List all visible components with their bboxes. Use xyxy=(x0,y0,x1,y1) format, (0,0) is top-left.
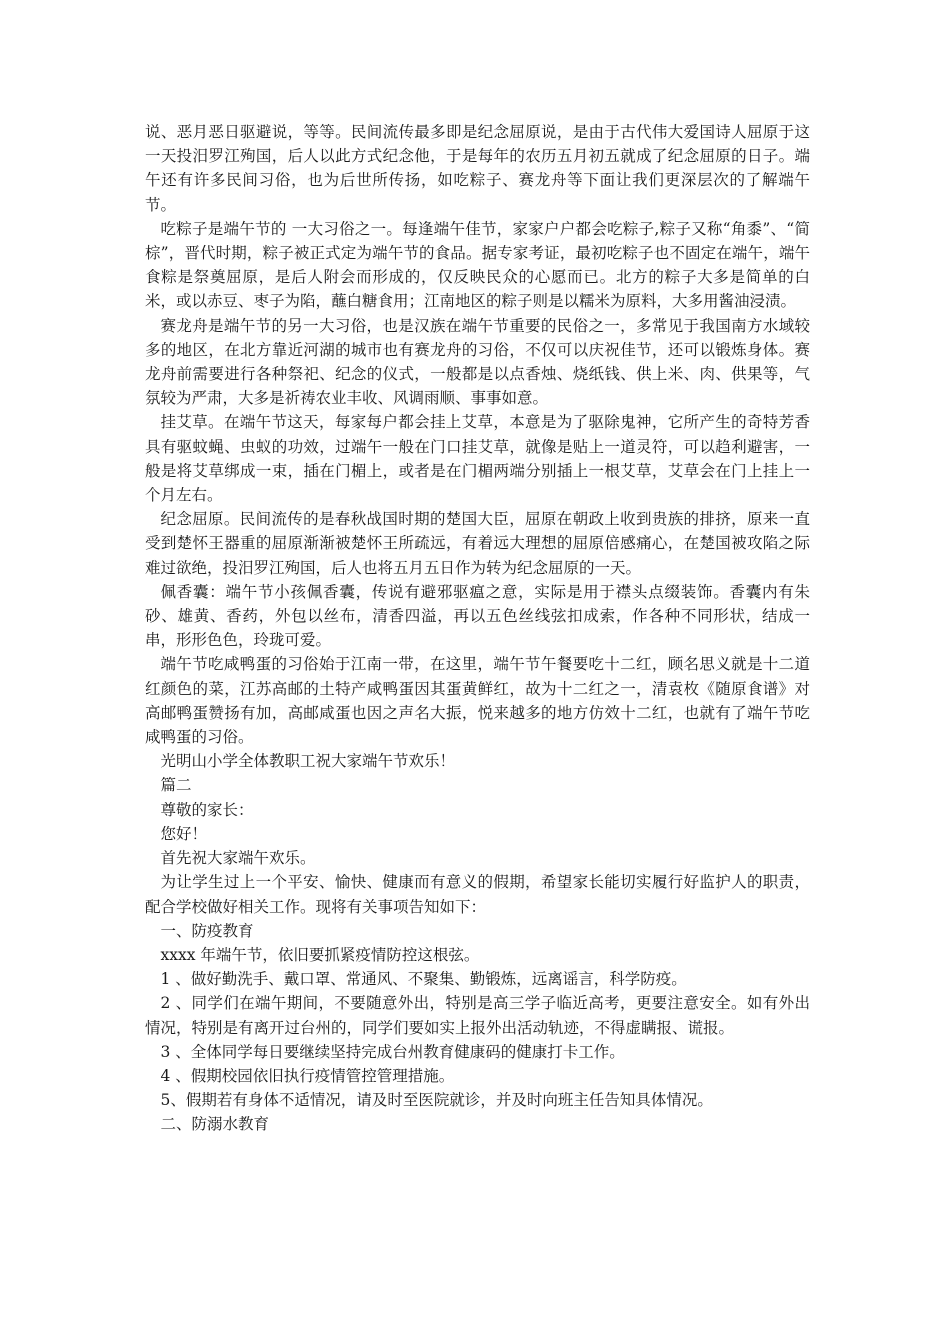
list-item-5: 5、假期若有身体不适情况，请及时至医院就诊，并及时向班主任告知具体情况。 xyxy=(160,1091,713,1110)
list-item-1: 1 、做好勤洗手、戴口罩、常通风、不聚集、勤锻炼，远离谣言，科学防疫。 xyxy=(160,970,687,989)
section-heading-part-two: 篇二 xyxy=(160,776,192,795)
paragraph-sachet: 佩香囊：端午节小孩佩香囊，传说有避邪驱瘟之意，实际是用于襟头点缀装饰。香囊内有朱砂、雄黄、香药，外包以丝布，清香四溢，再以五色丝线弦扣成索，作各种不同形状，结成一串，形形色色，玲珑可爱。 xyxy=(145,582,810,650)
letter-wishes: 首先祝大家端午欢乐。 xyxy=(160,849,316,868)
paragraph-intro: 说、恶月恶日驱避说，等等。民间流传最多即是纪念屈原说，是由于古代伟大爱国诗人屈原于这一天投汨罗江殉国，后人以此方式纪念他，于是每年的农历五月初五就成了纪念屈原的日子。端午还有许多民间习俗，也为后世所传扬，如吃粽子、赛龙舟等下面让我们更深层次的了解端午节。 xyxy=(145,123,810,214)
paragraph-zongzi: 吃粽子是端午节的 一大习俗之一。每逢端午佳节，家家户户都会吃粽子,粽子又称“角黍”、“简棕”，晋代时期，粽子被正式定为端午节的食品。据专家考证，最初吃粽子也不固定在端午，端午食粽是祭奠屈原，是后人附会而形成的，仅反映民众的心愿而已。北方的粽子大多是简单的白米，或以赤豆、枣子为陷，蘸白糖食用；江南地区的粽子则是以糯米为原料，大多用酱油浸渍。 xyxy=(145,219,810,311)
list-item-4: 4 、假期校园依旧执行疫情管控管理措施。 xyxy=(160,1066,455,1085)
document-body xyxy=(145,120,810,1137)
letter-hello: 您好！ xyxy=(160,824,208,843)
list-item-2: 2 、同学们在端午期间，不要随意外出，特别是高三学子临近高考，更要注意安全。如有外出情况，特别是有离开过台州的，同学们要如实上报外出活动轨迹，不得虚瞒报、谎报。 xyxy=(145,994,810,1037)
paragraph-epidemic-intro: xxxx 年端午节，依旧要抓紧疫情防控这根弦。 xyxy=(160,945,480,964)
paragraph-qu-yuan: 纪念屈原。民间流传的是春秋战国时期的楚国大臣，屈原在朝政上收到贵族的排挤，原来一直受到楚怀王器重的屈原渐渐被楚怀王所疏远，有着远大理想的屈原倍感痛心，在楚国被攻陷之际难过欲绝，投汨罗江殉国，后人也将五月五日作为转为纪念屈原的一天。 xyxy=(145,510,810,577)
letter-salutation: 尊敬的家长： xyxy=(160,800,254,819)
paragraph-dragon-boat: 赛龙舟是端午节的另一大习俗，也是汉族在端午节重要的民俗之一，多常见于我国南方水域较多的地区，在北方靠近河湖的城市也有赛龙舟的习俗，不仅可以庆祝佳节，还可以锻炼身体。赛龙舟前需要进行各种祭祀、纪念的仪式，一般都是以点香烛、烧纸钱、供上米、肉、供果等，气氛较为严肃，大多是祈祷农业丰收、风调雨顺、事事如意。 xyxy=(145,316,810,408)
letter-purpose: 为让学生过上一个平安、愉快、健康而有意义的假期，希望家长能切实履行好监护人的职责，配合学校做好相关工作。现将有关事项告知如下： xyxy=(145,873,810,916)
heading-drowning-prevention: 二、防溺水教育 xyxy=(160,1115,270,1134)
paragraph-salted-egg: 端午节吃咸鸭蛋的习俗始于江南一带，在这里，端午节午餐要吃十二红，顾名思义就是十二道红颜色的菜，江苏高邮的土特产咸鸭蛋因其蛋黄鲜红，故为十二红之一，清袁枚《随原食谱》对高邮鸭蛋赞扬有加，高邮咸蛋也因之声名大振，悦来越多的地方仿效十二红，也就有了端午节吃咸鸭蛋的习俗。 xyxy=(145,655,810,747)
heading-epidemic-prevention: 一、防疫教育 xyxy=(160,921,254,940)
paragraph-greeting: 光明山小学全体教职工祝大家端午节欢乐！ xyxy=(160,752,456,771)
paragraph-mugwort: 挂艾草。在端午节这天，每家每户都会挂上艾草，本意是为了驱除鬼神，它所产生的奇特芳香具有驱蚊蝇、虫蚁的功效，过端午一般在门口挂艾草，就像是贴上一道灵符，可以趋利避害，一般是将艾草绑成一束，插在门楣上，或者是在门楣两端分别插上一根艾草，艾草会在门上挂上一个月左右。 xyxy=(145,413,810,505)
list-item-3: 3 、全体同学每日要继续坚持完成台州教育健康码的健康打卡工作。 xyxy=(160,1042,625,1061)
